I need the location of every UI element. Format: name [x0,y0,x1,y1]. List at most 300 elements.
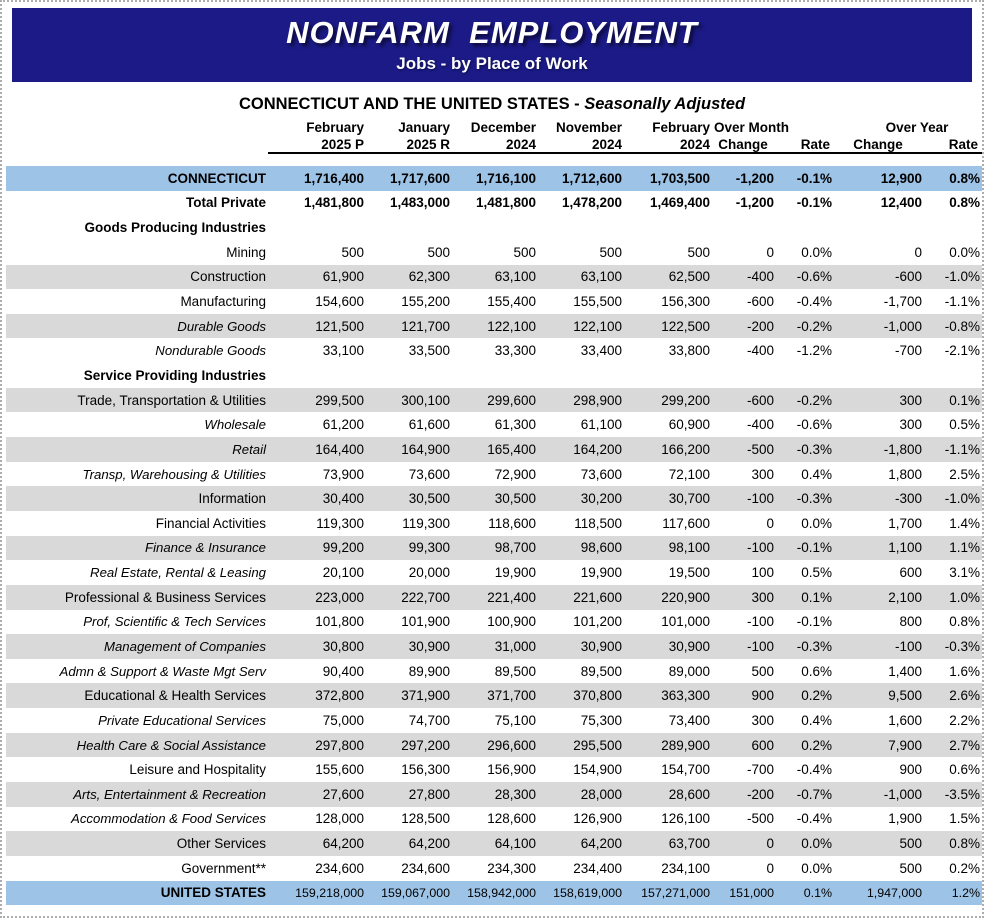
table-row [6,708,982,733]
table-row [6,856,982,881]
cell: -500 [746,441,774,457]
cell: 1,469,400 [649,195,710,211]
cell: -0.1% [796,195,833,211]
cell: -1.0% [944,491,981,507]
cell: 12,900 [880,170,923,186]
cell: 234,400 [573,860,622,876]
cell: 1,716,400 [303,170,364,186]
cell: 600 [899,565,923,581]
cell: 164,200 [573,441,622,457]
cell: -0.3% [796,491,833,507]
cell: -600 [746,392,774,408]
cell: 0 [766,515,774,531]
cell: 2.5% [949,466,981,482]
employment-table [6,119,982,905]
cell: 1,947,000 [866,885,923,900]
cell: 154,600 [315,294,364,310]
cell: 118,600 [488,515,536,531]
cell [712,215,776,240]
cell: 98,100 [668,540,710,556]
cell: 62,300 [408,269,450,285]
row-label: Trade, Transportation & Utilities [77,392,266,408]
cell: -300 [894,491,923,507]
cell: 30,900 [580,638,622,654]
cell: 155,600 [315,762,364,778]
cell: -400 [746,343,774,359]
row-label: Accommodation & Food Services [71,811,266,827]
row-label: CONNECTICUT [167,170,266,186]
cell: 30,800 [322,638,364,654]
row-label: Retail [232,441,266,457]
cell: -500 [746,811,774,827]
header-month-jan25: January [398,120,450,135]
cell: 73,600 [580,466,622,482]
row-label: Management of Companies [103,638,266,654]
cell: 900 [899,762,923,778]
cell: 2.6% [949,688,981,704]
row-label: Wholesale [204,417,266,433]
table-row [6,807,982,832]
cell: 33,800 [668,343,710,359]
row-label: Finance & Insurance [145,540,266,556]
cell: 234,600 [401,860,450,876]
cell: 30,200 [580,491,622,507]
cell: 30,500 [494,491,536,507]
table-row [6,486,982,511]
cell: 60,900 [668,417,710,433]
cell: 900 [751,688,774,704]
cell: 61,200 [322,417,364,433]
cell: 300 [751,466,774,482]
cell: -700 [894,343,923,359]
cell: 1,100 [888,540,923,556]
cell: -100 [894,638,923,654]
header-month-nov24: November [555,120,622,135]
cell: 363,300 [661,688,710,704]
cell [538,215,624,240]
cell: -700 [746,762,774,778]
cell: 300 [899,392,923,408]
cell: -0.6% [796,417,833,433]
cell [834,363,924,388]
banner-subtitle: Jobs - by Place of Work [396,54,588,73]
cell: 0.2% [949,860,981,876]
cell: 234,100 [661,860,710,876]
cell: 74,700 [408,712,450,728]
header-year-nov24: 2024 [538,136,624,153]
cell: 164,900 [401,441,450,457]
cell: 0.4% [801,466,833,482]
banner-title: NONFARM EMPLOYMENT [286,15,698,50]
cell: 100 [751,565,774,581]
cell: 62,500 [668,269,710,285]
row-label: Leisure and Hospitality [129,762,266,778]
cell: -1,000 [883,318,923,334]
cell: -100 [746,491,774,507]
cell: 299,600 [487,392,536,408]
row-label: Total Private [185,195,266,211]
cell: 298,900 [573,392,622,408]
cell: 1,703,500 [649,170,710,186]
cell: 63,700 [668,836,710,852]
row-label: Professional & Business Services [64,589,266,605]
header-over-year: Over Year [885,120,949,135]
cell: 89,900 [408,663,450,679]
cell: -1.0% [944,269,981,285]
cell: -200 [746,786,774,802]
cell: 75,100 [494,712,536,728]
cell: 0.6% [801,663,833,679]
row-label: Prof, Scientific & Tech Services [83,614,266,630]
employment-table-body [6,153,982,905]
table-row [6,412,982,437]
table-row [6,289,982,314]
row-label: Real Estate, Rental & Leasing [90,565,266,581]
row-label: Private Educational Services [98,712,266,728]
row-label: Health Care & Social Assistance [76,737,266,753]
cell: 19,500 [668,565,710,581]
table-row [6,757,982,782]
row-label: Educational & Health Services [84,688,266,704]
cell: 61,900 [322,269,364,285]
cell: 2.2% [949,712,981,728]
cell: -0.2% [796,392,833,408]
cell: 370,800 [573,688,622,704]
cell: -1,000 [883,786,923,802]
cell: 33,300 [494,343,536,359]
row-label: Nondurable Goods [155,343,266,359]
header-over-month-rate: Rate [776,136,834,153]
cell: -1.2% [796,343,833,359]
cell [834,215,924,240]
row-label: Mining [226,244,266,260]
header-year-feb25: 2025 P [268,136,366,153]
cell: 73,400 [668,712,710,728]
cell: 0.5% [801,565,833,581]
cell: 500 [899,860,923,876]
cell: 0 [766,244,774,260]
cell: 164,400 [315,441,364,457]
cell: 1,483,000 [389,195,450,211]
cell: 300 [899,417,923,433]
row-label: Transp, Warehousing & Utilities [82,466,266,482]
cell: 100,900 [487,614,536,630]
table-row [6,560,982,585]
cell: 800 [899,614,923,630]
cell: 1,716,100 [475,170,536,186]
cell: 0.2% [801,737,833,753]
cell: 157,271,000 [641,885,710,900]
table-row [6,831,982,856]
cell: 1,717,600 [389,170,450,186]
cell: 500 [513,244,536,260]
cell [624,363,712,388]
header-year-jan25: 2025 R [366,136,452,153]
cell: 1.6% [949,663,981,679]
cell [624,215,712,240]
cell: 0.2% [801,688,833,704]
cell: 500 [427,244,450,260]
cell: -0.4% [796,294,833,310]
cell: 0.6% [949,762,981,778]
report-banner [12,8,972,82]
report-title-main: CONNECTICUT AND THE UNITED STATES - [238,95,585,113]
cell: 64,200 [322,836,364,852]
cell: 33,400 [580,343,622,359]
table-row [6,536,982,561]
cell: 89,500 [494,663,536,679]
cell: 500 [899,836,923,852]
cell: 0 [766,860,774,876]
cell: -100 [746,614,774,630]
cell [776,215,834,240]
cell: 33,500 [408,343,450,359]
cell: -1.1% [944,294,981,310]
cell: 289,900 [661,737,710,753]
header-year-feb24: 2024 [624,136,712,153]
cell: 0.1% [801,589,833,605]
cell: -200 [746,318,774,334]
header-over-month: Over Month [714,120,790,135]
cell: 155,500 [573,294,622,310]
cell [268,363,366,388]
cell: 0.0% [801,515,833,531]
cell: -400 [746,269,774,285]
cell: 371,900 [401,688,450,704]
cell: 1,712,600 [561,170,622,186]
cell: 98,600 [580,540,622,556]
cell [776,363,834,388]
table-row [6,462,982,487]
cell: 0.8% [949,170,981,186]
cell: 28,300 [494,786,536,802]
cell: 3.1% [949,565,981,581]
cell: 63,100 [580,269,622,285]
cell: -2.1% [944,343,981,359]
cell: 0.8% [949,614,981,630]
cell: 30,900 [408,638,450,654]
cell: 99,200 [322,540,364,556]
cell [924,363,982,388]
cell: 297,800 [315,737,364,753]
cell: -1,200 [735,170,774,186]
cell: 221,600 [573,589,622,605]
header-month-dec24: December [470,120,536,135]
cell: 1,700 [888,515,923,531]
cell: 166,200 [661,441,710,457]
cell: 126,900 [573,811,622,827]
table-row [6,511,982,536]
table-row [6,166,982,191]
cell: 0.0% [949,244,981,260]
cell: 0.1% [949,392,981,408]
cell: 73,900 [322,466,364,482]
cell: 297,200 [401,737,450,753]
cell: 7,900 [888,737,923,753]
cell: 1,481,800 [303,195,364,211]
header-month-feb24: February [652,120,710,135]
cell: 234,300 [487,860,536,876]
cell: 300 [751,589,774,605]
cell: 28,600 [668,786,710,802]
cell: 72,900 [494,466,536,482]
cell: -0.3% [796,441,833,457]
row-label: Construction [190,269,266,285]
cell: 0.8% [949,836,981,852]
row-label: Other Services [176,836,266,852]
cell: -0.6% [796,269,833,285]
cell: 101,000 [661,614,710,630]
cell: -600 [746,294,774,310]
cell [538,363,624,388]
cell: 296,600 [487,737,536,753]
header-month-feb25: February [306,120,364,135]
table-row [6,191,982,216]
cell: 151,000 [729,885,774,900]
cell: 154,700 [661,762,710,778]
cell: 158,619,000 [553,885,622,900]
cell: -400 [746,417,774,433]
header-month-row [6,119,982,136]
cell: 101,800 [315,614,364,630]
cell [366,215,452,240]
table-row [6,881,982,906]
table-row [6,585,982,610]
row-label: Service Providing Industries [83,367,266,383]
cell: -0.4% [796,762,833,778]
cell: 1,481,800 [475,195,536,211]
table-row [6,388,982,413]
cell: 1.1% [949,540,981,556]
cell: 30,700 [668,491,710,507]
header-over-year-rate: Rate [924,136,982,153]
cell: 1,600 [888,712,923,728]
cell [268,215,366,240]
cell: 128,000 [315,811,364,827]
cell: 155,400 [487,294,536,310]
table-row [6,683,982,708]
cell: -600 [894,269,923,285]
report-title-emphasis: Seasonally Adjusted [584,95,746,113]
table-row [6,782,982,807]
table-row [6,610,982,635]
cell: 299,500 [315,392,364,408]
cell: 64,100 [494,836,536,852]
cell: -0.8% [944,318,981,334]
header-over-month-change: Change [712,136,776,153]
cell: 1.2% [951,885,981,900]
cell: 31,000 [494,638,536,654]
cell: 118,500 [574,515,622,531]
cell: 2,100 [888,589,923,605]
table-row [6,338,982,363]
cell [452,363,538,388]
cell: 1.5% [949,811,981,827]
cell [452,215,538,240]
cell: 89,000 [668,663,710,679]
cell: 101,900 [401,614,450,630]
cell: 72,100 [668,466,710,482]
cell: 61,100 [580,417,622,433]
cell: 300 [751,712,774,728]
cell: -0.7% [796,786,833,802]
cell: 159,067,000 [381,885,450,900]
cell: 61,300 [494,417,536,433]
cell: 64,200 [408,836,450,852]
cell: 64,200 [580,836,622,852]
cell: 27,800 [408,786,450,802]
table-row [6,437,982,462]
header-year-row [6,136,982,153]
cell: 75,000 [322,712,364,728]
cell: 500 [687,244,710,260]
cell: 220,900 [661,589,710,605]
cell: 0 [914,244,923,260]
cell: 28,000 [580,786,622,802]
cell: 121,500 [315,318,364,334]
row-label: Arts, Entertainment & Recreation [73,786,266,802]
table-row [6,240,982,265]
cell: -0.3% [796,638,833,654]
cell: 128,500 [401,811,450,827]
header-blank [6,119,268,136]
table-row [6,215,982,240]
cell: 75,300 [580,712,622,728]
cell: 1,400 [888,663,923,679]
cell: 2.7% [949,737,981,753]
cell [712,363,776,388]
cell: 155,200 [401,294,450,310]
cell: 101,200 [573,614,622,630]
cell: 372,800 [315,688,364,704]
cell: 117,600 [662,515,710,531]
cell: 0.4% [801,712,833,728]
cell: 61,600 [408,417,450,433]
cell: -100 [746,540,774,556]
cell: 33,100 [322,343,364,359]
cell: -0.1% [796,614,833,630]
row-label: Manufacturing [180,294,266,310]
cell: 122,100 [487,318,536,334]
cell: 1,478,200 [561,195,622,211]
cell: 234,600 [315,860,364,876]
cell: 0.0% [801,244,833,260]
cell: 0.1% [803,885,833,900]
header-blank [6,136,268,153]
cell: 159,218,000 [295,885,364,900]
cell: -0.3% [944,638,981,654]
cell: -0.1% [796,540,833,556]
cell: 63,100 [494,269,536,285]
cell: 1.4% [949,515,981,531]
row-label: Goods Producing Industries [84,220,266,236]
cell: -0.2% [796,318,833,334]
table-row [6,314,982,339]
row-label: Financial Activities [155,515,266,531]
cell: 156,900 [487,762,536,778]
cell: 500 [341,244,364,260]
cell: 30,500 [408,491,450,507]
cell: 122,500 [661,318,710,334]
cell: -1.1% [944,441,981,457]
cell: 73,600 [408,466,450,482]
cell: 158,942,000 [467,885,536,900]
cell [924,215,982,240]
cell: 300,100 [401,392,450,408]
cell: 20,100 [322,565,364,581]
cell: 156,300 [661,294,710,310]
cell [366,363,452,388]
